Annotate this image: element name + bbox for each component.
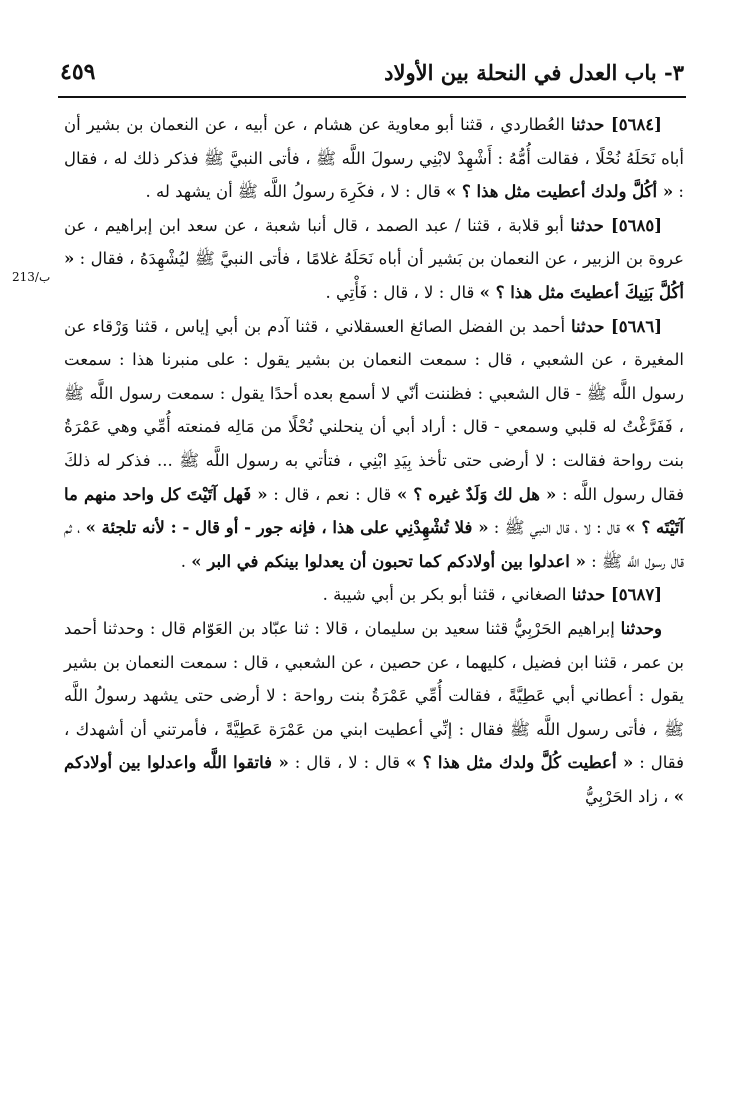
- bold-text: « أكُلَّ ولدك أعطيت مثل هذا ؟ »: [445, 182, 674, 202]
- hadith-paragraph: [64, 612, 684, 814]
- text-span: إبراهيم الحَرْبِيُّ قثنا سعيد بن سليمان ، قالا : ثنا عبّاد بن العَوّام قال : وحدثنا أحمد بن عمر ، قثنا ابن فضيل ، كليهما ، عن حصين ، عن الشعبي ، قال : سمعت النعمان بن بشير يقول : أعطاني أبي عَطِيَّةً ، فقالت أُمِّي عَمْرَةُ بنت رواحة : لا أرضى حتى يشهد رسولُ اللَّه ﷺ ، فأتى رسول اللَّه ﷺ فقال : إنِّي أعطيت ابني من عَمْرَة عَطِيَّةً ، فأمرتني أن أشهدك ، فقال :: [64, 618, 685, 773]
- text-span: أبو قلابة ، قثنا / عبد الصمد ، قال أنبا شعبة ، عن سعد ابن إبراهيم ، عن عروة بن الزبير ، عن النعمان بن بَشير أن أباه نَحَلَهُ غلامًا ، فأتى النبيَّ ﷺ ليُشْهِدَهُ ، فقال :: [64, 215, 684, 269]
- header-rule: [58, 96, 686, 98]
- text-span: الصغاني ، قثنا أبو بكر بن أبي شيبة .: [322, 585, 572, 605]
- bold-text: « اعدلوا بين أولادكم كما تحبون أن يعدلوا بينكم في البر »: [191, 551, 586, 571]
- bold-text: حدثنا: [570, 215, 604, 235]
- margin-folio-note: 213/ب: [12, 270, 51, 284]
- hadith-paragraph: [64, 209, 684, 310]
- bold-text: [٥٦٨٧]: [605, 585, 662, 605]
- hadith-paragraph: [64, 108, 684, 209]
- text-span: قال : لا ، قال : فَأْتِي .: [325, 282, 480, 302]
- bold-text: « فاتقوا اللَّه واعدلوا بين أولادكم »: [64, 753, 684, 806]
- text-span: قال : لا ، قال النبي ﷺ :: [488, 518, 626, 538]
- bold-text: « فَهل آتَيْتَ كل واحد منهم ما آتَيْتَه ؟ »: [64, 484, 684, 538]
- text-span: قال : نعم ، قال :: [267, 484, 397, 504]
- text-span: قال : لا ، قال :: [288, 753, 406, 773]
- bold-text: « فلا تُشْهِدْنِي على هذا ، فإنه جور - أو قال - : لأنه تلجئة »: [85, 518, 489, 538]
- text-span: ، زاد الحَرْبِيُّ: [585, 786, 674, 806]
- bold-text: [٥٦٨٤]: [604, 115, 662, 134]
- page-header: [60, 52, 684, 92]
- page-body: [64, 108, 684, 813]
- bold-text: حدثنا: [571, 316, 605, 336]
- bold-text: « هل لك وَلَدٌ غيره ؟ »: [396, 484, 557, 504]
- text-span: العُطاردي ، قثنا أبو معاوية عن هشام ، عن أبيه ، عن النعمان بن بشير أن أباه نَحَلَهُ نُحْلًا ، فقالت أُمُّهُ : أَشْهِدْ لابْنِي رسولَ اللَّه ﷺ ، فأتى النبيَّ ﷺ فذكر ذلك له ، فقال :: [64, 115, 684, 202]
- text-span: .: [180, 551, 192, 571]
- hadith-paragraph: [64, 578, 684, 612]
- bold-text: حدثنا: [570, 115, 605, 134]
- bold-text: « أعطيت كُلَّ ولدك مثل هذا ؟ »: [405, 753, 634, 773]
- running-title: ٣- باب العدل في النحلة بين الأولاد: [384, 59, 684, 85]
- text-span: ، ثم قال رسول اللَّه ﷺ :: [64, 518, 684, 571]
- text-span: قال : لا ، فكَرِهَ رسولُ اللَّه ﷺ أن يشهد له .: [145, 182, 446, 202]
- bold-text: وحدثنا: [620, 618, 662, 638]
- bold-text: [٥٦٨٦]: [604, 316, 662, 336]
- bold-text: حدثنا: [571, 585, 606, 605]
- text-span: أحمد بن الفضل الصائغ العسقلاني ، قثنا آدم بن أبي إياس ، قثنا وَرْقاء عن المغيرة ، عن الشعبي ، قال : سمعت النعمان بن بشير يقول : على منبرنا هذا : سمعت رسول اللَّه ﷺ - قال الشعبي : فظننت أنّي لا أسمع بعده أحدًا يقول : سمعت رسول اللَّه ﷺ ، فَفَرَّغْتُ له قلبي وسمعي - قال : أراد أبي أن ينحلني نُحْلًا من مَالِه فمنعته أُمِّي وهي عَمْرَةُ بنت رواحة فقالت : لا أرضى حتى تأخذ بِيَدِ ابْنِي ، فتأتي به رسول اللَّه ﷺ ... فذكر له ذلكَ فقال رسول اللَّه :: [64, 316, 684, 504]
- hadith-paragraph: [64, 310, 684, 579]
- bold-text: [٥٦٨٥]: [603, 215, 662, 235]
- page-number: ٤٥٩: [60, 59, 96, 85]
- bold-text: « أكُلَّ بَنِيكَ أعطيتَ مثل هذا ؟ »: [64, 249, 684, 302]
